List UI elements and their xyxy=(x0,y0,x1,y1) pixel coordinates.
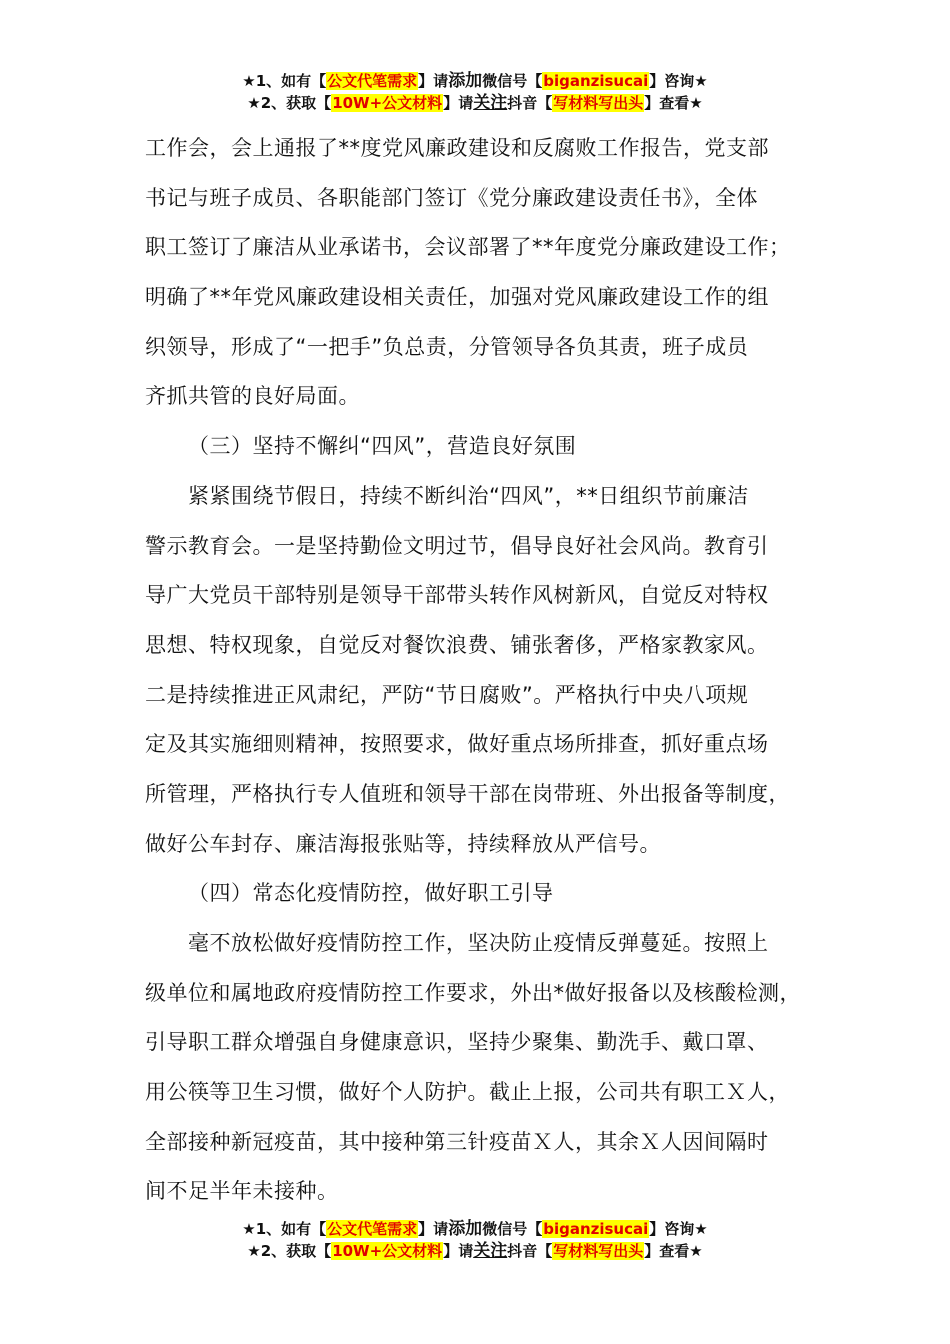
highlight-tag: biganzisucai xyxy=(543,72,649,90)
banner-emphasis: 关注 xyxy=(473,1241,508,1261)
banner-line-1 xyxy=(0,1218,950,1240)
body-line: 齐抓共管的良好局面。 xyxy=(145,384,360,409)
body-line: 职工签订了廉洁从业承诺书，会议部署了**年度党分廉政建设工作； xyxy=(145,235,791,260)
highlight-tag: biganzisucai xyxy=(543,1220,649,1238)
body-line: 织领导，形成了“一把手”负总责，分管领导各负其责，班子成员 xyxy=(145,334,749,359)
banner-text: 】请 xyxy=(418,72,449,90)
banner-line-2 xyxy=(0,92,950,114)
body-line: 全部接种新冠疫苗，其中接种第三针疫苗Ｘ人，其余Ｘ人因间隔时 xyxy=(145,1129,769,1154)
banner-text: ★1、如有【 xyxy=(242,1220,327,1238)
highlight-tag: 公文代笔需求 xyxy=(327,1220,418,1238)
footer-ad-banner xyxy=(0,1218,950,1262)
banner-text: 】请 xyxy=(418,1220,449,1238)
banner-text: 】查看★ xyxy=(644,94,703,112)
banner-text: ★1、如有【 xyxy=(242,72,327,90)
header-ad-banner xyxy=(0,70,950,114)
body-line: 二是持续推进正风肃纪，严防“节日腐败”。严格执行中央八项规 xyxy=(145,682,749,707)
body-line: 思想、特权现象，自觉反对餐饮浪费、铺张奢侈，严格家教家风。 xyxy=(145,632,769,657)
banner-line-2 xyxy=(0,1240,950,1262)
body-line: 级单位和属地政府疫情防控工作要求，外出*做好报备以及核酸检测， xyxy=(145,980,801,1005)
body-line: 定及其实施细则精神，按照要求，做好重点场所排查，抓好重点场 xyxy=(145,732,769,757)
banner-text: ★2、获取【 xyxy=(247,94,332,112)
banner-emphasis: 关注 xyxy=(473,93,508,113)
section-heading: （三）坚持不懈纠“四风”，营造良好氛围 xyxy=(188,434,577,459)
body-line: 间不足半年未接种。 xyxy=(145,1179,339,1204)
section-heading: （四）常态化疫情防控，做好职工引导 xyxy=(188,881,554,906)
banner-emphasis: 添加 xyxy=(448,71,483,91)
banner-text: 】查看★ xyxy=(644,1242,703,1260)
banner-text: 微信号【 xyxy=(482,72,543,90)
highlight-tag: 10W+公文材料 xyxy=(332,94,443,112)
highlight-tag: 写材料写出头 xyxy=(553,1242,644,1260)
banner-text: 抖音【 xyxy=(507,94,553,112)
body-line: 毫不放松做好疫情防控工作，坚决防止疫情反弹蔓延。按照上 xyxy=(188,931,769,955)
banner-text: ★2、获取【 xyxy=(247,1242,332,1260)
body-line: 用公筷等卫生习惯，做好个人防护。截止上报，公司共有职工Ｘ人， xyxy=(145,1080,790,1105)
highlight-tag: 10W+公文材料 xyxy=(332,1242,443,1260)
banner-text: 】请 xyxy=(443,1242,474,1260)
body-line: 所管理，严格执行专人值班和领导干部在岗带班、外出报备等制度， xyxy=(145,781,790,806)
banner-text: 抖音【 xyxy=(507,1242,553,1260)
body-line: 紧紧围绕节假日，持续不断纠治“四风”，**日组织节前廉洁 xyxy=(188,483,749,508)
body-line: 做好公车封存、廉洁海报张贴等，持续释放从严信号。 xyxy=(145,831,661,856)
highlight-tag: 公文代笔需求 xyxy=(327,72,418,90)
banner-emphasis: 添加 xyxy=(448,1219,483,1239)
body-line: 书记与班子成员、各职能部门签订《党分廉政建设责任书》，全体 xyxy=(145,185,758,210)
banner-text: 】请 xyxy=(443,94,474,112)
body-line: 明确了**年党风廉政建设相关责任，加强对党风廉政建设工作的组 xyxy=(145,285,769,310)
body-line: 工作会，会上通报了**度党风廉政建设和反腐败工作报告，党支部 xyxy=(145,136,769,160)
body-line: 引导职工群众增强自身健康意识，坚持少聚集、勤洗手、戴口罩、 xyxy=(145,1030,769,1055)
body-line: 导广大党员干部特别是领导干部带头转作风树新风，自觉反对特权 xyxy=(145,583,769,608)
highlight-tag: 写材料写出头 xyxy=(553,94,644,112)
banner-text: 】咨询★ xyxy=(649,72,708,90)
banner-text: 】咨询★ xyxy=(649,1220,708,1238)
document-body xyxy=(145,124,815,1217)
banner-line-1 xyxy=(0,70,950,92)
body-line: 警示教育会。一是坚持勤俭文明过节，倡导良好社会风尚。教育引 xyxy=(145,533,769,558)
banner-text: 微信号【 xyxy=(482,1220,543,1238)
